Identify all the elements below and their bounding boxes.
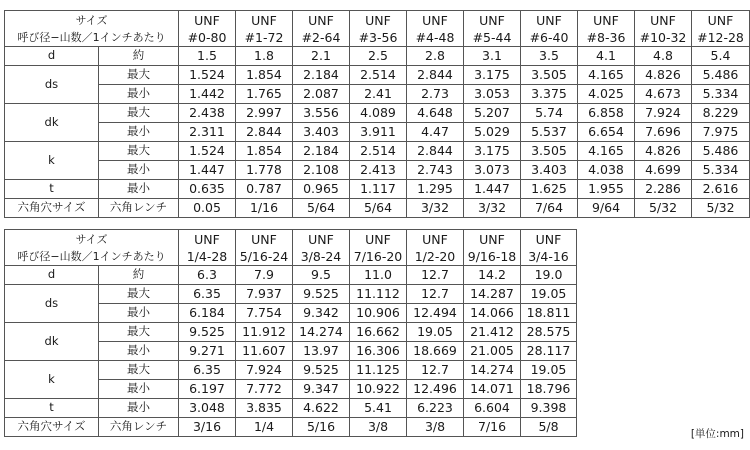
row-label: d (5, 47, 99, 66)
value-cell: 3.505 (521, 142, 578, 161)
value-cell: 2.087 (293, 85, 350, 104)
thread-size-label: #2-64 (301, 29, 341, 45)
value-cell: 11.912 (236, 323, 293, 342)
value-cell: 28.117 (521, 342, 577, 361)
table-row (5, 180, 750, 199)
value-cell: 3/32 (407, 199, 464, 218)
table-row (5, 66, 750, 85)
size-column-header (407, 230, 464, 266)
value-cell: 14.274 (464, 361, 521, 380)
size-header-subtitle: 呼び径−山数／1インチあたり (17, 249, 166, 263)
value-cell: 6.3 (179, 266, 236, 285)
thread-size-label: 9/16-18 (467, 248, 517, 264)
thread-series-label: UNF (308, 231, 334, 247)
thread-size-label: #6-40 (529, 29, 569, 45)
value-cell: 6.604 (464, 399, 521, 418)
value-cell: 5.486 (692, 142, 750, 161)
thread-size-label: #12-28 (697, 29, 744, 45)
size-column-header (293, 230, 350, 266)
value-cell: 2.184 (293, 66, 350, 85)
thread-series-label: UNF (251, 231, 277, 247)
thread-size-label: #1-72 (244, 29, 284, 45)
value-cell: 1.447 (179, 161, 236, 180)
value-cell: 19.0 (521, 266, 577, 285)
value-cell: 4.038 (578, 161, 635, 180)
value-cell: 2.184 (293, 142, 350, 161)
value-cell: 5.486 (692, 66, 750, 85)
table-row (5, 104, 750, 123)
value-cell: 14.066 (464, 304, 521, 323)
value-cell: 3.835 (236, 399, 293, 418)
value-cell: 5/64 (350, 199, 407, 218)
thread-size-label: 7/16-20 (353, 248, 403, 264)
value-cell: 12.494 (407, 304, 464, 323)
value-cell: 3.911 (350, 123, 407, 142)
value-cell: 0.787 (236, 180, 293, 199)
value-cell: 7.9 (236, 266, 293, 285)
value-cell: 5/64 (293, 199, 350, 218)
table-row (5, 399, 577, 418)
row-label: ds (5, 285, 99, 323)
table-row (5, 266, 577, 285)
value-cell: 3.073 (464, 161, 521, 180)
spec-table-large-sizes (4, 229, 577, 437)
value-cell: 11.125 (350, 361, 407, 380)
value-cell: 2.1 (293, 47, 350, 66)
value-cell: 0.965 (293, 180, 350, 199)
value-cell: 3.403 (293, 123, 350, 142)
row-sublabel: 最小 (99, 399, 179, 418)
value-cell: 2.844 (236, 123, 293, 142)
value-cell: 7/64 (521, 199, 578, 218)
value-cell: 4.826 (635, 142, 692, 161)
value-cell: 4.025 (578, 85, 635, 104)
thread-series-label: UNF (422, 231, 448, 247)
value-cell: 3.175 (464, 66, 521, 85)
value-cell: 18.796 (521, 380, 577, 399)
size-column-header (635, 11, 692, 47)
row-sublabel: 最大 (99, 66, 179, 85)
size-column-header (236, 11, 293, 47)
value-cell: 1.778 (236, 161, 293, 180)
thread-size-label: #10-32 (639, 29, 687, 45)
thread-series-label: UNF (479, 231, 505, 247)
thread-size-label: #5-44 (472, 29, 512, 45)
size-column-header (578, 11, 635, 47)
table-row (5, 85, 750, 104)
size-column-header (521, 230, 577, 266)
thread-series-label: UNF (308, 12, 334, 28)
value-cell: 3.048 (179, 399, 236, 418)
row-label: k (5, 361, 99, 399)
value-cell: 3/32 (464, 199, 521, 218)
value-cell: 4.089 (350, 104, 407, 123)
table-row (5, 142, 750, 161)
value-cell: 12.496 (407, 380, 464, 399)
value-cell: 7.937 (236, 285, 293, 304)
value-cell: 2.311 (179, 123, 236, 142)
row-sublabel: 六角レンチ (99, 418, 179, 437)
value-cell: 6.35 (179, 361, 236, 380)
value-cell: 5/16 (293, 418, 350, 437)
value-cell: 8.229 (692, 104, 750, 123)
table-row (5, 418, 577, 437)
row-sublabel: 最大 (99, 323, 179, 342)
value-cell: 4.826 (635, 66, 692, 85)
value-cell: 4.165 (578, 66, 635, 85)
value-cell: 2.5 (350, 47, 407, 66)
value-cell: 28.575 (521, 323, 577, 342)
row-sublabel: 最大 (99, 142, 179, 161)
thread-series-label: UNF (650, 12, 676, 28)
value-cell: 14.287 (464, 285, 521, 304)
size-column-header (293, 11, 350, 47)
row-label: dk (5, 323, 99, 361)
row-sublabel: 最小 (99, 342, 179, 361)
table-row (5, 123, 750, 142)
value-cell: 2.743 (407, 161, 464, 180)
value-cell: 5.029 (464, 123, 521, 142)
value-cell: 4.1 (578, 47, 635, 66)
value-cell: 1.765 (236, 85, 293, 104)
value-cell: 14.071 (464, 380, 521, 399)
value-cell: 3.375 (521, 85, 578, 104)
value-cell: 5.41 (350, 399, 407, 418)
value-cell: 13.97 (293, 342, 350, 361)
size-column-header (692, 11, 750, 47)
value-cell: 18.811 (521, 304, 577, 323)
value-cell: 5/32 (692, 199, 750, 218)
value-cell: 5.74 (521, 104, 578, 123)
size-column-header (350, 230, 407, 266)
value-cell: 10.906 (350, 304, 407, 323)
value-cell: 1.955 (578, 180, 635, 199)
value-cell: 2.438 (179, 104, 236, 123)
value-cell: 2.514 (350, 66, 407, 85)
thread-size-label: 3/8-24 (300, 248, 342, 264)
thread-series-label: UNF (251, 12, 277, 28)
value-cell: 5.4 (692, 47, 750, 66)
value-cell: 2.616 (692, 180, 750, 199)
value-cell: 19.05 (521, 361, 577, 380)
row-label: t (5, 399, 99, 418)
row-label: 六角穴サイズ (5, 418, 99, 437)
value-cell: 7.696 (635, 123, 692, 142)
value-cell: 11.607 (236, 342, 293, 361)
size-column-header (179, 11, 236, 47)
size-column-header (179, 230, 236, 266)
value-cell: 16.662 (350, 323, 407, 342)
value-cell: 6.197 (179, 380, 236, 399)
value-cell: 9.525 (293, 361, 350, 380)
row-sublabel: 最小 (99, 180, 179, 199)
value-cell: 2.108 (293, 161, 350, 180)
value-cell: 1.854 (236, 66, 293, 85)
row-sublabel: 最小 (99, 380, 179, 399)
value-cell: 9.5 (293, 266, 350, 285)
value-cell: 9.525 (293, 285, 350, 304)
size-column-header (464, 230, 521, 266)
value-cell: 14.2 (464, 266, 521, 285)
thread-size-label: 1/4-28 (186, 248, 228, 264)
value-cell: 1.625 (521, 180, 578, 199)
value-cell: 0.635 (179, 180, 236, 199)
value-cell: 6.654 (578, 123, 635, 142)
row-label: dk (5, 104, 99, 142)
value-cell: 3/8 (350, 418, 407, 437)
value-cell: 9.342 (293, 304, 350, 323)
row-label: t (5, 180, 99, 199)
thread-series-label: UNF (593, 12, 619, 28)
thread-series-label: UNF (365, 231, 391, 247)
value-cell: 2.413 (350, 161, 407, 180)
size-header-cell (5, 230, 179, 266)
thread-series-label: UNF (365, 12, 391, 28)
value-cell: 7.772 (236, 380, 293, 399)
value-cell: 1.524 (179, 142, 236, 161)
value-cell: 3.5 (521, 47, 578, 66)
value-cell: 9.525 (179, 323, 236, 342)
value-cell: 12.7 (407, 361, 464, 380)
value-cell: 0.05 (179, 199, 236, 218)
value-cell: 1/4 (236, 418, 293, 437)
value-cell: 6.35 (179, 285, 236, 304)
row-sublabel: 六角レンチ (99, 199, 179, 218)
value-cell: 2.997 (236, 104, 293, 123)
thread-size-label: 3/4-16 (528, 248, 569, 264)
value-cell: 4.699 (635, 161, 692, 180)
value-cell: 3/16 (179, 418, 236, 437)
row-label: k (5, 142, 99, 180)
size-column-header (350, 11, 407, 47)
row-sublabel: 最小 (99, 304, 179, 323)
value-cell: 5.207 (464, 104, 521, 123)
row-sublabel: 最大 (99, 285, 179, 304)
thread-series-label: UNF (535, 231, 562, 247)
value-cell: 2.514 (350, 142, 407, 161)
thread-size-label: #0-80 (187, 29, 227, 45)
value-cell: 2.8 (407, 47, 464, 66)
value-cell: 5.537 (521, 123, 578, 142)
value-cell: 4.622 (293, 399, 350, 418)
value-cell: 9.271 (179, 342, 236, 361)
value-cell: 1.854 (236, 142, 293, 161)
value-cell: 1.5 (179, 47, 236, 66)
value-cell: 21.412 (464, 323, 521, 342)
value-cell: 18.669 (407, 342, 464, 361)
value-cell: 7.975 (692, 123, 750, 142)
row-sublabel: 最大 (99, 361, 179, 380)
row-sublabel: 最大 (99, 104, 179, 123)
thread-series-label: UNF (422, 12, 448, 28)
value-cell: 5.334 (692, 85, 750, 104)
value-cell: 2.286 (635, 180, 692, 199)
row-label: 六角穴サイズ (5, 199, 99, 218)
row-label: ds (5, 66, 99, 104)
value-cell: 5/8 (521, 418, 577, 437)
value-cell: 11.112 (350, 285, 407, 304)
size-header-cell (5, 11, 179, 47)
value-cell: 1.8 (236, 47, 293, 66)
value-cell: 16.306 (350, 342, 407, 361)
value-cell: 1.524 (179, 66, 236, 85)
value-cell: 19.05 (521, 285, 577, 304)
value-cell: 4.165 (578, 142, 635, 161)
size-column-header (236, 230, 293, 266)
thread-size-label: 1/2-20 (414, 248, 456, 264)
value-cell: 6.858 (578, 104, 635, 123)
header-row (5, 230, 577, 266)
value-cell: 3.175 (464, 142, 521, 161)
thread-series-label: UNF (707, 12, 734, 28)
value-cell: 4.648 (407, 104, 464, 123)
row-sublabel: 最小 (99, 123, 179, 142)
value-cell: 9.398 (521, 399, 577, 418)
value-cell: 3/8 (407, 418, 464, 437)
value-cell: 1.442 (179, 85, 236, 104)
value-cell: 6.184 (179, 304, 236, 323)
value-cell: 11.0 (350, 266, 407, 285)
value-cell: 4.47 (407, 123, 464, 142)
value-cell: 9/64 (578, 199, 635, 218)
value-cell: 6.223 (407, 399, 464, 418)
value-cell: 2.41 (350, 85, 407, 104)
value-cell: 7.924 (635, 104, 692, 123)
value-cell: 3.556 (293, 104, 350, 123)
row-label: d (5, 266, 99, 285)
thread-series-label: UNF (194, 12, 220, 28)
value-cell: 3.403 (521, 161, 578, 180)
size-column-header (521, 11, 578, 47)
value-cell: 7.924 (236, 361, 293, 380)
value-cell: 2.73 (407, 85, 464, 104)
value-cell: 2.844 (407, 142, 464, 161)
value-cell: 2.844 (407, 66, 464, 85)
value-cell: 21.005 (464, 342, 521, 361)
value-cell: 5.334 (692, 161, 750, 180)
value-cell: 14.274 (293, 323, 350, 342)
thread-size-label: #8-36 (586, 29, 626, 45)
value-cell: 10.922 (350, 380, 407, 399)
row-sublabel: 最小 (99, 161, 179, 180)
value-cell: 1.117 (350, 180, 407, 199)
thread-size-label: #3-56 (358, 29, 398, 45)
thread-size-label: #4-48 (415, 29, 455, 45)
value-cell: 3.1 (464, 47, 521, 66)
table-row (5, 285, 577, 304)
value-cell: 4.673 (635, 85, 692, 104)
header-row (5, 11, 750, 47)
size-column-header (407, 11, 464, 47)
value-cell: 1.447 (464, 180, 521, 199)
row-sublabel: 約 (99, 47, 179, 66)
size-header-title: サイズ (75, 13, 108, 27)
value-cell: 12.7 (407, 285, 464, 304)
table-row (5, 361, 577, 380)
value-cell: 9.347 (293, 380, 350, 399)
table-row (5, 323, 577, 342)
table-row (5, 47, 750, 66)
value-cell: 5/32 (635, 199, 692, 218)
thread-series-label: UNF (479, 12, 505, 28)
value-cell: 3.505 (521, 66, 578, 85)
value-cell: 4.8 (635, 47, 692, 66)
thread-series-label: UNF (536, 12, 562, 28)
size-header-subtitle: 呼び径−山数／1インチあたり (17, 30, 166, 44)
value-cell: 19.05 (407, 323, 464, 342)
table-row (5, 199, 750, 218)
row-sublabel: 最小 (99, 85, 179, 104)
value-cell: 7.754 (236, 304, 293, 323)
value-cell: 1.295 (407, 180, 464, 199)
unit-note: [単位:mm] (690, 428, 744, 440)
row-sublabel: 約 (99, 266, 179, 285)
size-header-title: サイズ (75, 232, 108, 246)
size-column-header (464, 11, 521, 47)
value-cell: 12.7 (407, 266, 464, 285)
thread-size-label: 5/16-24 (239, 248, 289, 264)
value-cell: 1/16 (236, 199, 293, 218)
table-row (5, 161, 750, 180)
value-cell: 7/16 (464, 418, 521, 437)
spec-table-small-sizes (4, 10, 750, 218)
value-cell: 3.053 (464, 85, 521, 104)
thread-series-label: UNF (194, 231, 220, 247)
